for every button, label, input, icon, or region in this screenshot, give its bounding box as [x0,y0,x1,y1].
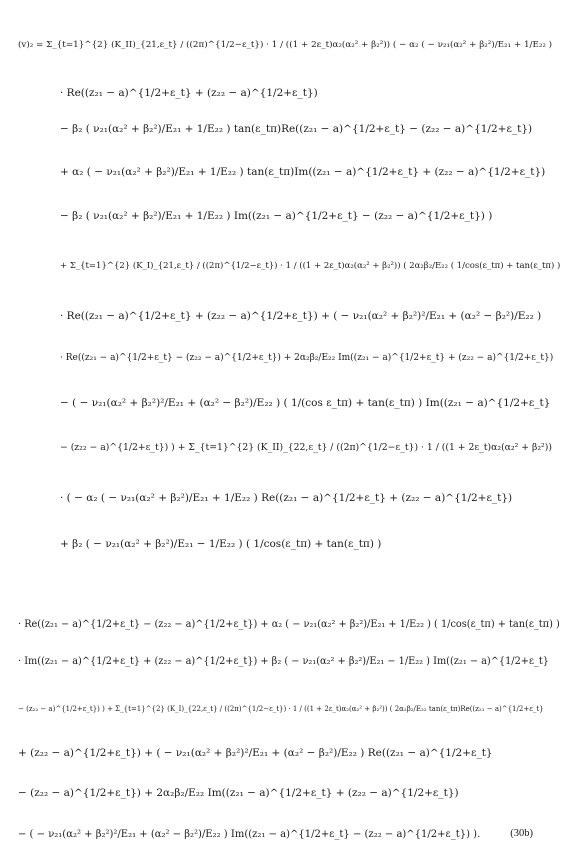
equation-text: + (z₂₂ − a)^{1/2+ε_t}) + ( − ν₂₁(α₂² + β₂²)²/E₂₁ + (α₂² − β₂²)/E₂₂ ) Re((z₂₁ − a)^{1/2+ε_t} [18,747,493,759]
equation-line-7 [60,309,541,323]
equation-text: · ( − α₂ ( − ν₂₁(α₂² + β₂²)/E₂₁ + 1/E₂₂ ) Re((z₂₁ − a)^{1/2+ε_t} + (z₂₂ − a)^{1/2+ε_t}) [60,492,513,504]
equation-line-15 [18,702,544,716]
equation-line-5 [60,209,492,223]
equation-text: · Re((z₂₁ − a)^{1/2+ε_t} − (z₂₂ − a)^{1/2+ε_t}) + α₂ ( − ν₂₁(α₂² + β₂²)/E₂₁ + 1/E₂₂ ) ( 1/cos(ε_tπ) + tan(ε_tπ) ) [18,619,560,630]
equation-text: − (z₂₂ − a)^{1/2+ε_t}) ) + Σ_{t=1}^{2} (K_I)_{22,ε_t} / ((2π)^{1/2−ε_t}) · 1 / ((1 + 2ε_t)α₂(α₂² + β₂²)) ( 2α₂β₂/E₂₂ tan(ε_tπ)Re((z₂₁ − a)^{1/2+ε_t} [18,705,544,713]
equation-line-2 [60,86,318,100]
equation-text: · Re((z₂₁ − a)^{1/2+ε_t} + (z₂₂ − a)^{1/2+ε_t}) [60,87,318,99]
equation-text: − (z₂₂ − a)^{1/2+ε_t}) ) + Σ_{t=1}^{2} (K_II)_{22,ε_t} / ((2π)^{1/2−ε_t}) · 1 / ((1 + 2ε_t)α₂(α₂² + β₂²)) [60,442,552,453]
equation-line-12 [60,537,381,551]
equation-text: − ( − ν₂₁(α₂² + β₂²)²/E₂₁ + (α₂² − β₂²)/E₂₂ ) ( 1/(cos ε_tπ) + tan(ε_tπ) ) Im((z₂₁ − a)^{1/2+ε_t} [60,397,551,409]
equation-text: + α₂ ( − ν₂₁(α₂² + β₂²)/E₂₁ + 1/E₂₂ ) tan(ε_tπ)Im((z₂₁ − a)^{1/2+ε_t} + (z₂₂ − a)^{1/2+ε_t}) [60,166,546,178]
equation-line-9 [60,396,550,410]
equation-line-16 [18,746,493,760]
equation-line-10 [60,441,552,455]
equation-line-11 [60,491,512,505]
equation-number: (30b) [510,828,533,839]
equation-line-3 [60,122,532,136]
equation-line-8 [60,351,553,365]
equation-text: − β₂ ( ν₂₁(α₂² + β₂²)/E₂₁ + 1/E₂₂ ) tan(ε_tπ)Re((z₂₁ − a)^{1/2+ε_t} − (z₂₂ − a)^{1/2+ε_t}) [60,123,533,135]
equation-text: (v)₂ = Σ_{t=1}^{2} (K_II)_{21,ε_t} / ((2π)^{1/2−ε_t}) · 1 / ((1 + 2ε_t)α₂(α₂² + β₂²)) ( − α₂ ( − ν₂₁(α₂² + β₂²)/E₂₁ + 1/E₂₂ ) [18,40,553,50]
equation-line-13 [18,618,560,632]
equation-text: − ( − ν₂₁(α₂² + β₂²)²/E₂₁ + (α₂² − β₂²)/E₂₂ ) Im((z₂₁ − a)^{1/2+ε_t} − (z₂₂ − a)^{1/2+ε_t}) ). [18,829,481,840]
equation-line-17 [18,786,459,800]
equation-line-6 [60,259,560,273]
equation-line-18 [18,828,480,842]
equation-text: · Re((z₂₁ − a)^{1/2+ε_t} + (z₂₂ − a)^{1/2+ε_t}) + ( − ν₂₁(α₂² + β₂²)²/E₂₁ + (α₂² − β₂²)/E₂₂ ) [60,310,542,322]
equation-text: − β₂ ( ν₂₁(α₂² + β₂²)/E₂₁ + 1/E₂₂ ) Im((z₂₁ − a)^{1/2+ε_t} − (z₂₂ − a)^{1/2+ε_t}) ) [60,210,493,222]
equation-text: + β₂ ( − ν₂₁(α₂² + β₂²)/E₂₁ − 1/E₂₂ ) ( 1/cos(ε_tπ) + tan(ε_tπ) ) [60,538,382,550]
equation-text: − (z₂₂ − a)^{1/2+ε_t}) + 2α₂β₂/E₂₂ Im((z₂₁ − a)^{1/2+ε_t} + (z₂₂ − a)^{1/2+ε_t}) [18,787,459,799]
equation-line-4 [60,165,545,179]
equation-text: + Σ_{t=1}^{2} (K_I)_{21,ε_t} / ((2π)^{1/2−ε_t}) · 1 / ((1 + 2ε_t)α₂(α₂² + β₂²)) ( 2α₂β₂/E₂₂ ( 1/cos(ε_tπ) + tan(ε_tπ) ) [60,261,561,271]
equation-text: · Re((z₂₁ − a)^{1/2+ε_t} − (z₂₂ − a)^{1/2+ε_t}) + 2α₂β₂/E₂₂ Im((z₂₁ − a)^{1/2+ε_t} + (z₂₂ − a)^{1/2+ε_t}) [60,353,554,363]
equation-text: · Im((z₂₁ − a)^{1/2+ε_t} + (z₂₂ − a)^{1/2+ε_t}) + β₂ ( − ν₂₁(α₂² + β₂²)/E₂₁ − 1/E₂₂ ) Im((z₂₁ − a)^{1/2+ε_t} [18,656,550,667]
equation-line-1 [18,38,552,52]
equation-line-14 [18,655,549,669]
